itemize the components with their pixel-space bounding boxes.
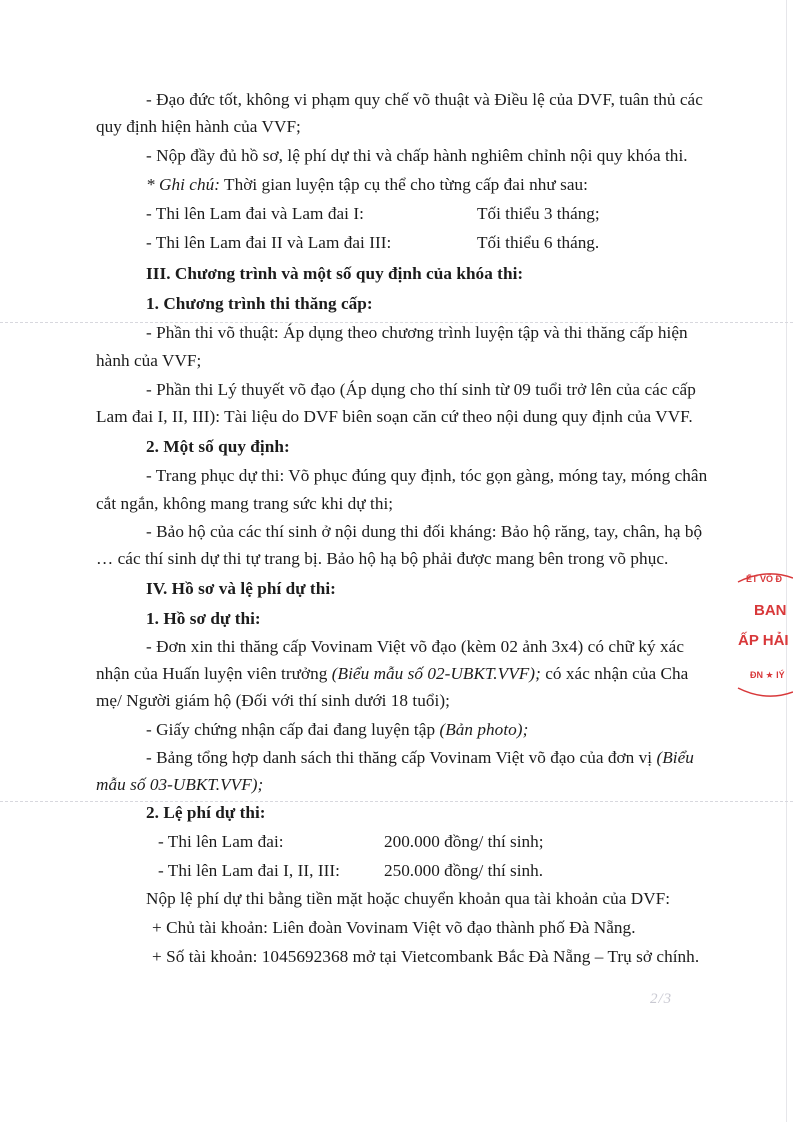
text-line: - Bảo hộ của các thí sinh ở nội dung thi đối kháng: Bảo hộ răng, tay, chân, hạ bộ (146, 522, 703, 541)
duration-value: Tối thiểu 6 tháng. (477, 233, 600, 252)
text-line: + Chủ tài khoản: Liên đoàn Vovinam Việt võ đạo thành phố Đà Nẵng. (152, 918, 636, 937)
text-line: - Đơn xin thi thăng cấp Vovinam Việt võ đạo (kèm 02 ảnh 3x4) có chữ ký xác (146, 637, 685, 656)
fee-label: - Thi lên Lam đai: (158, 832, 284, 851)
form-reference: mẫu số 03-UBKT.VVF); (96, 775, 264, 794)
stamp-text: ẤP HẢI (738, 632, 789, 649)
page-number: 2/3 (650, 991, 673, 1007)
text-run: - Giấy chứng nhận cấp đai đang luyện tập (146, 720, 440, 739)
subsection-heading: 2. Một số quy định: (146, 437, 290, 456)
form-reference: (Biểu (656, 748, 694, 767)
text-line: + Số tài khoản: 1045692368 mở tại Vietcombank Bắc Đà Nẵng – Trụ sở chính. (152, 947, 700, 966)
text-line: - Nộp đầy đủ hồ sơ, lệ phí dự thi và chấp hành nghiêm chỉnh nội quy khóa thi. (146, 146, 688, 165)
subsection-heading: 1. Chương trình thi thăng cấp: (146, 294, 373, 313)
text-line (96, 663, 688, 685)
note-line (146, 174, 588, 196)
fee-value: 200.000 đồng/ thí sinh; (384, 832, 544, 851)
form-reference: (Bản photo); (439, 720, 529, 739)
text-line (146, 89, 743, 111)
fee-value: 250.000 đồng/ thí sinh. (384, 861, 543, 880)
duration-label: - Thi lên Lam đai và Lam đai I: (146, 204, 364, 223)
line-text: - Đạo đức tốt, không vi phạm quy chế võ thuật và Điều lệ của DVF, tuân thủ các (146, 90, 703, 109)
justified-line (146, 89, 743, 111)
duration-label: - Thi lên Lam đai II và Lam đai III: (146, 233, 392, 252)
text-line: Nộp lệ phí dự thi bằng tiền mặt hoặc chuyển khoản qua tài khoản của DVF: (146, 889, 671, 908)
fee-label: - Thi lên Lam đai I, II, III: (158, 861, 341, 880)
subsection-heading: 1. Hồ sơ dự thi: (146, 609, 261, 628)
text-line: - Phần thi Lý thuyết võ đạo (Áp dụng cho thí sinh từ 09 tuổi trở lên của các cấp (146, 380, 696, 399)
text-line: hành của VVF; (96, 351, 202, 370)
text-line (146, 747, 694, 769)
stamp-text: BAN (754, 602, 787, 619)
text-line: - Trang phục dự thi: Võ phục đúng quy định, tóc gọn gàng, móng tay, móng chân (146, 466, 708, 485)
form-reference: (Biểu mẫu số 02-UBKT.VVF); (331, 664, 541, 683)
text-line: - Phần thi võ thuật: Áp dụng theo chương trình luyện tập và thi thăng cấp hiện (146, 323, 688, 342)
section-heading: III. Chương trình và một số quy định của khóa thi: (146, 264, 524, 283)
text-line (146, 719, 528, 741)
section-heading: IV. Hồ sơ và lệ phí dự thi: (146, 579, 336, 598)
text-run: nhận của Huấn luyện viên trưởng (96, 664, 332, 683)
text-line: … các thí sinh dự thi tự trang bị. Bảo hộ hạ bộ phải được mang bên trong võ phục. (96, 549, 669, 568)
red-seal-stamp (730, 570, 793, 710)
note-text: Thời gian luyện tập cụ thể cho từng cấp đai như sau: (220, 175, 588, 194)
page-edge (786, 0, 787, 1122)
subsection-heading: 2. Lệ phí dự thi: (146, 803, 266, 822)
stamp-text: ẾT VÕ Đ (746, 574, 783, 584)
scan-artifact-line (0, 801, 793, 802)
text-run: có xác nhận của Cha (540, 664, 689, 683)
text-line: mẹ/ Người giám hộ (Đối với thí sinh dưới 18 tuổi); (96, 691, 450, 710)
stamp-text: ĐN ★ IÝ (750, 670, 785, 680)
text-run: - Bảng tổng hợp danh sách thi thăng cấp Vovinam Việt võ đạo của đơn vị (146, 748, 657, 767)
text-line: Lam đai I, II, III): Tài liệu do DVF biên soạn căn cứ theo nội dung quy định của VVF. (96, 407, 693, 426)
text-line: quy định hiện hành của VVF; (96, 117, 301, 136)
text-line: cắt ngắn, không mang trang sức khi dự thi; (96, 494, 394, 513)
duration-value: Tối thiểu 3 tháng; (477, 204, 600, 223)
note-label: * Ghi chú: (146, 175, 221, 194)
